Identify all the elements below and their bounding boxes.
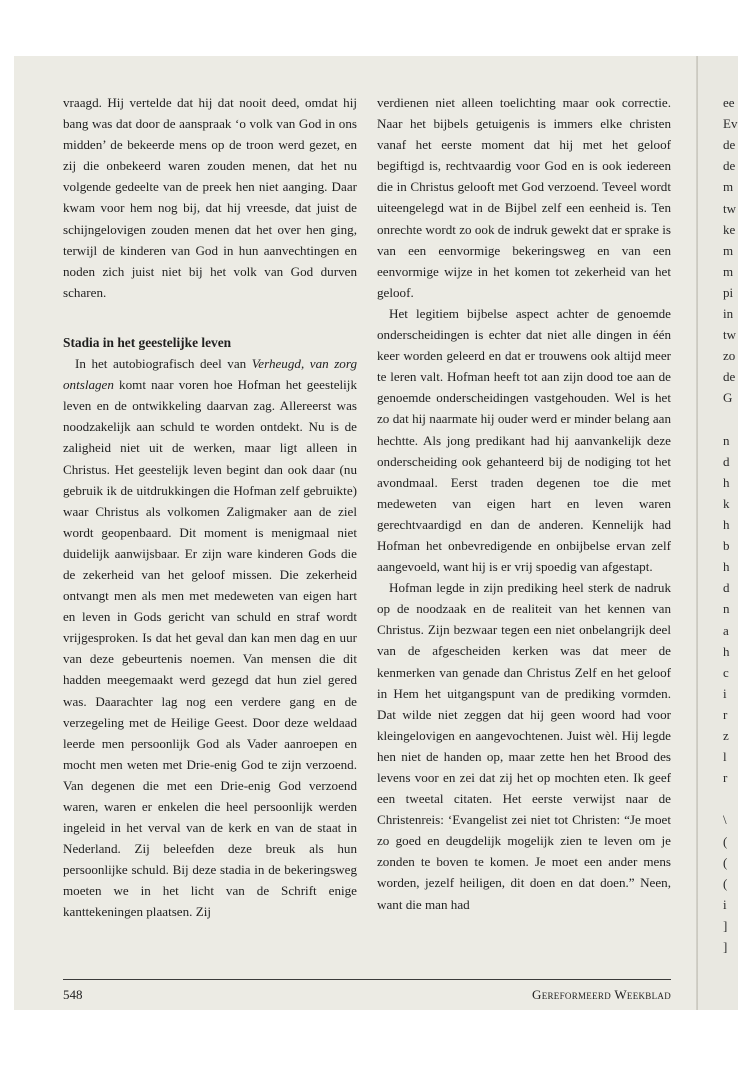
next-page-fragment: m [723,263,734,279]
footer-rule [63,979,671,980]
next-page-fragment: d [723,580,730,596]
section-heading: Stadia in het geestelijke leven [63,334,232,350]
next-page-fragment: de [723,369,736,385]
paragraph-text-after: komt naar voren hoe Hofman het geestelijk leven en de ontwikkeling daarvan zag. Allereerst was noodzakelijk aan schuld te worden ontdekt. Nu is de zaligheid niet uit de werken, maar ligt alleen in Christus. Het geestelijk leven begint dan ook daar (nu gebruik ik de uitdrukkingen die Hofman zelf gebruikte) waar Christus als volkomen Zaligmaker aan de ziel wordt geopenbaard. Dit moment is menigmaal niet duidelijk aanwijsbaar. Er zijn ware kinderen Gods die de zekerheid van het geloof missen. Die zekerheid ontvangt men als men met medeweten van eigen hart en leven in Gods gericht van schuld en straf wordt vrijgesproken. Is dat het geval dan kan men dag en uur van deze gebeurtenis noemen. Van mensen die dit hadden meegemaakt werd gezegd dat hun ziel gered was. Daarachter lag nog een verdere gang en de verzegeling met de Heilige Geest. Door deze weldaad leerde men persoonlijk God als Vader aanroepen en mocht men weten met Drie-enig God te zijn verzoend. Van degenen die met een Drie-enig God verzoend waren, waren er enkelen die heel persoonlijk werden ingeleid in het verval van de kerk en van de staat in Nederland. Zij beleefden deze breuk als hun persoonlijke schuld. Bij deze stadia in de bekeringsweg moeten we in het licht van de Schrift enige kanttekeningen plaatsen. Zij [63,377,357,920]
next-page-fragment: b [723,538,730,554]
next-page-fragment: ] [723,939,728,954]
next-page-fragment: h [723,559,730,575]
next-page-fragment: l [723,749,727,765]
next-page-fragment: m [723,179,734,195]
next-page-fragment: r [723,706,728,722]
next-page-fragment: c [723,664,729,680]
next-page-fragment: k [723,495,730,511]
paragraph-text-before: In het autobiografisch deel van [75,356,252,372]
next-page-fragment: ( [723,833,728,849]
next-page-fragment: de [723,137,736,153]
next-page-fragment: n [723,601,730,617]
right-column [377,92,671,915]
left-paragraph-2 [63,353,357,923]
next-page-edge [698,56,738,1010]
next-page-fragment: ee [723,95,735,110]
next-page-fragment: h [723,643,730,659]
journal-name: Gereformeerd Weekblad [532,987,671,1002]
next-page-fragment: ( [723,854,728,870]
left-column [63,92,357,923]
right-paragraph-1: verdienen niet alleen toelichting maar ook correctie. Naar het bijbels getuigenis is immers elke christen vanaf het eerste moment dat hij met het geloof begiftigd is, rechtvaardig voor God en is ook iedereen die in Christus gelooft met God verzoend. Teveel wordt uiteengelegd wat in de Bijbel zelf een eenheid is. Ten onrechte wordt zo ook de indruk gewekt dat er sprake is van een eenvormige bekeringsweg en van een eenvormige wijze in het komen tot zekerheid van het geloof. [377,95,671,300]
next-page-fragment: ke [723,221,736,237]
left-paragraph-1: vraagd. Hij vertelde dat hij dat nooit deed, omdat hij bang was dat door de aanspraak ‘o volk van God in ons midden’ de bekeerde mens op de troon werd gezet, en zij die onbekeerd waren zouden menen, dat het nu volgende gedeelte van de preek hen niet aanging. Daar kwam voor hem nog bij, dat hij vreesde, dat juist de schijngelovigen zouden menen dat het over hen ging, terwijl de kinderen van God in hun aanvechtingen en noden zich juist niet bij het volk van God durven scharen. [63,95,357,300]
next-page-fragment: tw [723,200,736,216]
next-page-fragment: \ [723,812,727,828]
next-page-fragment: d [723,453,730,469]
next-page-fragment: a [723,622,729,638]
next-page-fragment: tw [723,327,736,343]
next-page-fragment: ] [723,917,728,933]
page-number: 548 [63,987,83,1002]
next-page-fragment: pi [723,284,734,300]
next-page-fragment: zo [723,348,736,364]
next-page-fragment: h [723,474,730,490]
next-page-fragment: de [723,158,736,174]
next-page-fragment: ( [723,875,728,891]
next-page-fragment: r [723,770,728,786]
next-page-fragment: i [723,685,727,701]
magazine-page [14,56,696,1010]
next-page-fragment: h [723,517,730,532]
next-page-fragment: m [723,242,734,258]
next-page-fragment: Ev [723,116,738,132]
right-paragraph-2: Het legitiem bijbelse aspect achter de genoemde onderscheidingen is echter dat niet alle dingen in één keer worden geleerd en dat er trouwens ook altijd meer te leren valt. Hofman heeft tot aan zijn dood toe aan de genoemde onderscheidingen vastgehouden. Wel is het zo dat hij naarmate hij ouder werd er minder belang aan hechtte. Als jong predikant had hij aanvankelijk deze onderscheiding ook gehanteerd bij de nodiging tot het avondmaal. Eerst traden degenen toe die met medeweten van eigen hart en leven waren gerechtvaardigd en dan de anderen. Kennelijk had Hofman het onbevredigende en onbijbelse ervan zelf aangevoeld, want hij is er vrij spoedig van afgestapt. [377,305,671,575]
next-page-fragment: G [723,390,733,406]
right-paragraph-3: Hofman legde in zijn prediking heel sterk de nadruk op de noodzaak en de realiteit van het kennen van Christus. Zijn bezwaar tegen een niet onbelangrijk deel van de afgescheiden kerken was dat meer de kenmerken van genade dan Christus Zelf en het geloof in Hem het uitgangspunt van de prediking vormden. Dat wilde niet zeggen dat hij geen woord had voor kleingelovigen en aangevochtenen. Juist wèl. Hij legde hen niet de handen op, maar zette hen het Brood des levens voor en zei dat zij het op mochten eten. Ik geef een tweetal citaten. Het eerste verwijst naar de Christenreis: ‘Evangelist zei niet tot Christen: “Je moet zo goed en deugdelijk mogelijk zien te leven om je zonden te boven te komen. Je moet een ander mens worden, jezelf heiligen, dit doen en dat doen.” Neen, want die man had [377,580,671,912]
next-page-fragment: z [723,728,729,743]
next-page-fragment: i [723,896,727,912]
next-page-fragment: in [723,306,734,321]
next-page-fragment: n [723,432,730,448]
book-title: Verheugd, van zorg ontslagen [63,356,357,393]
